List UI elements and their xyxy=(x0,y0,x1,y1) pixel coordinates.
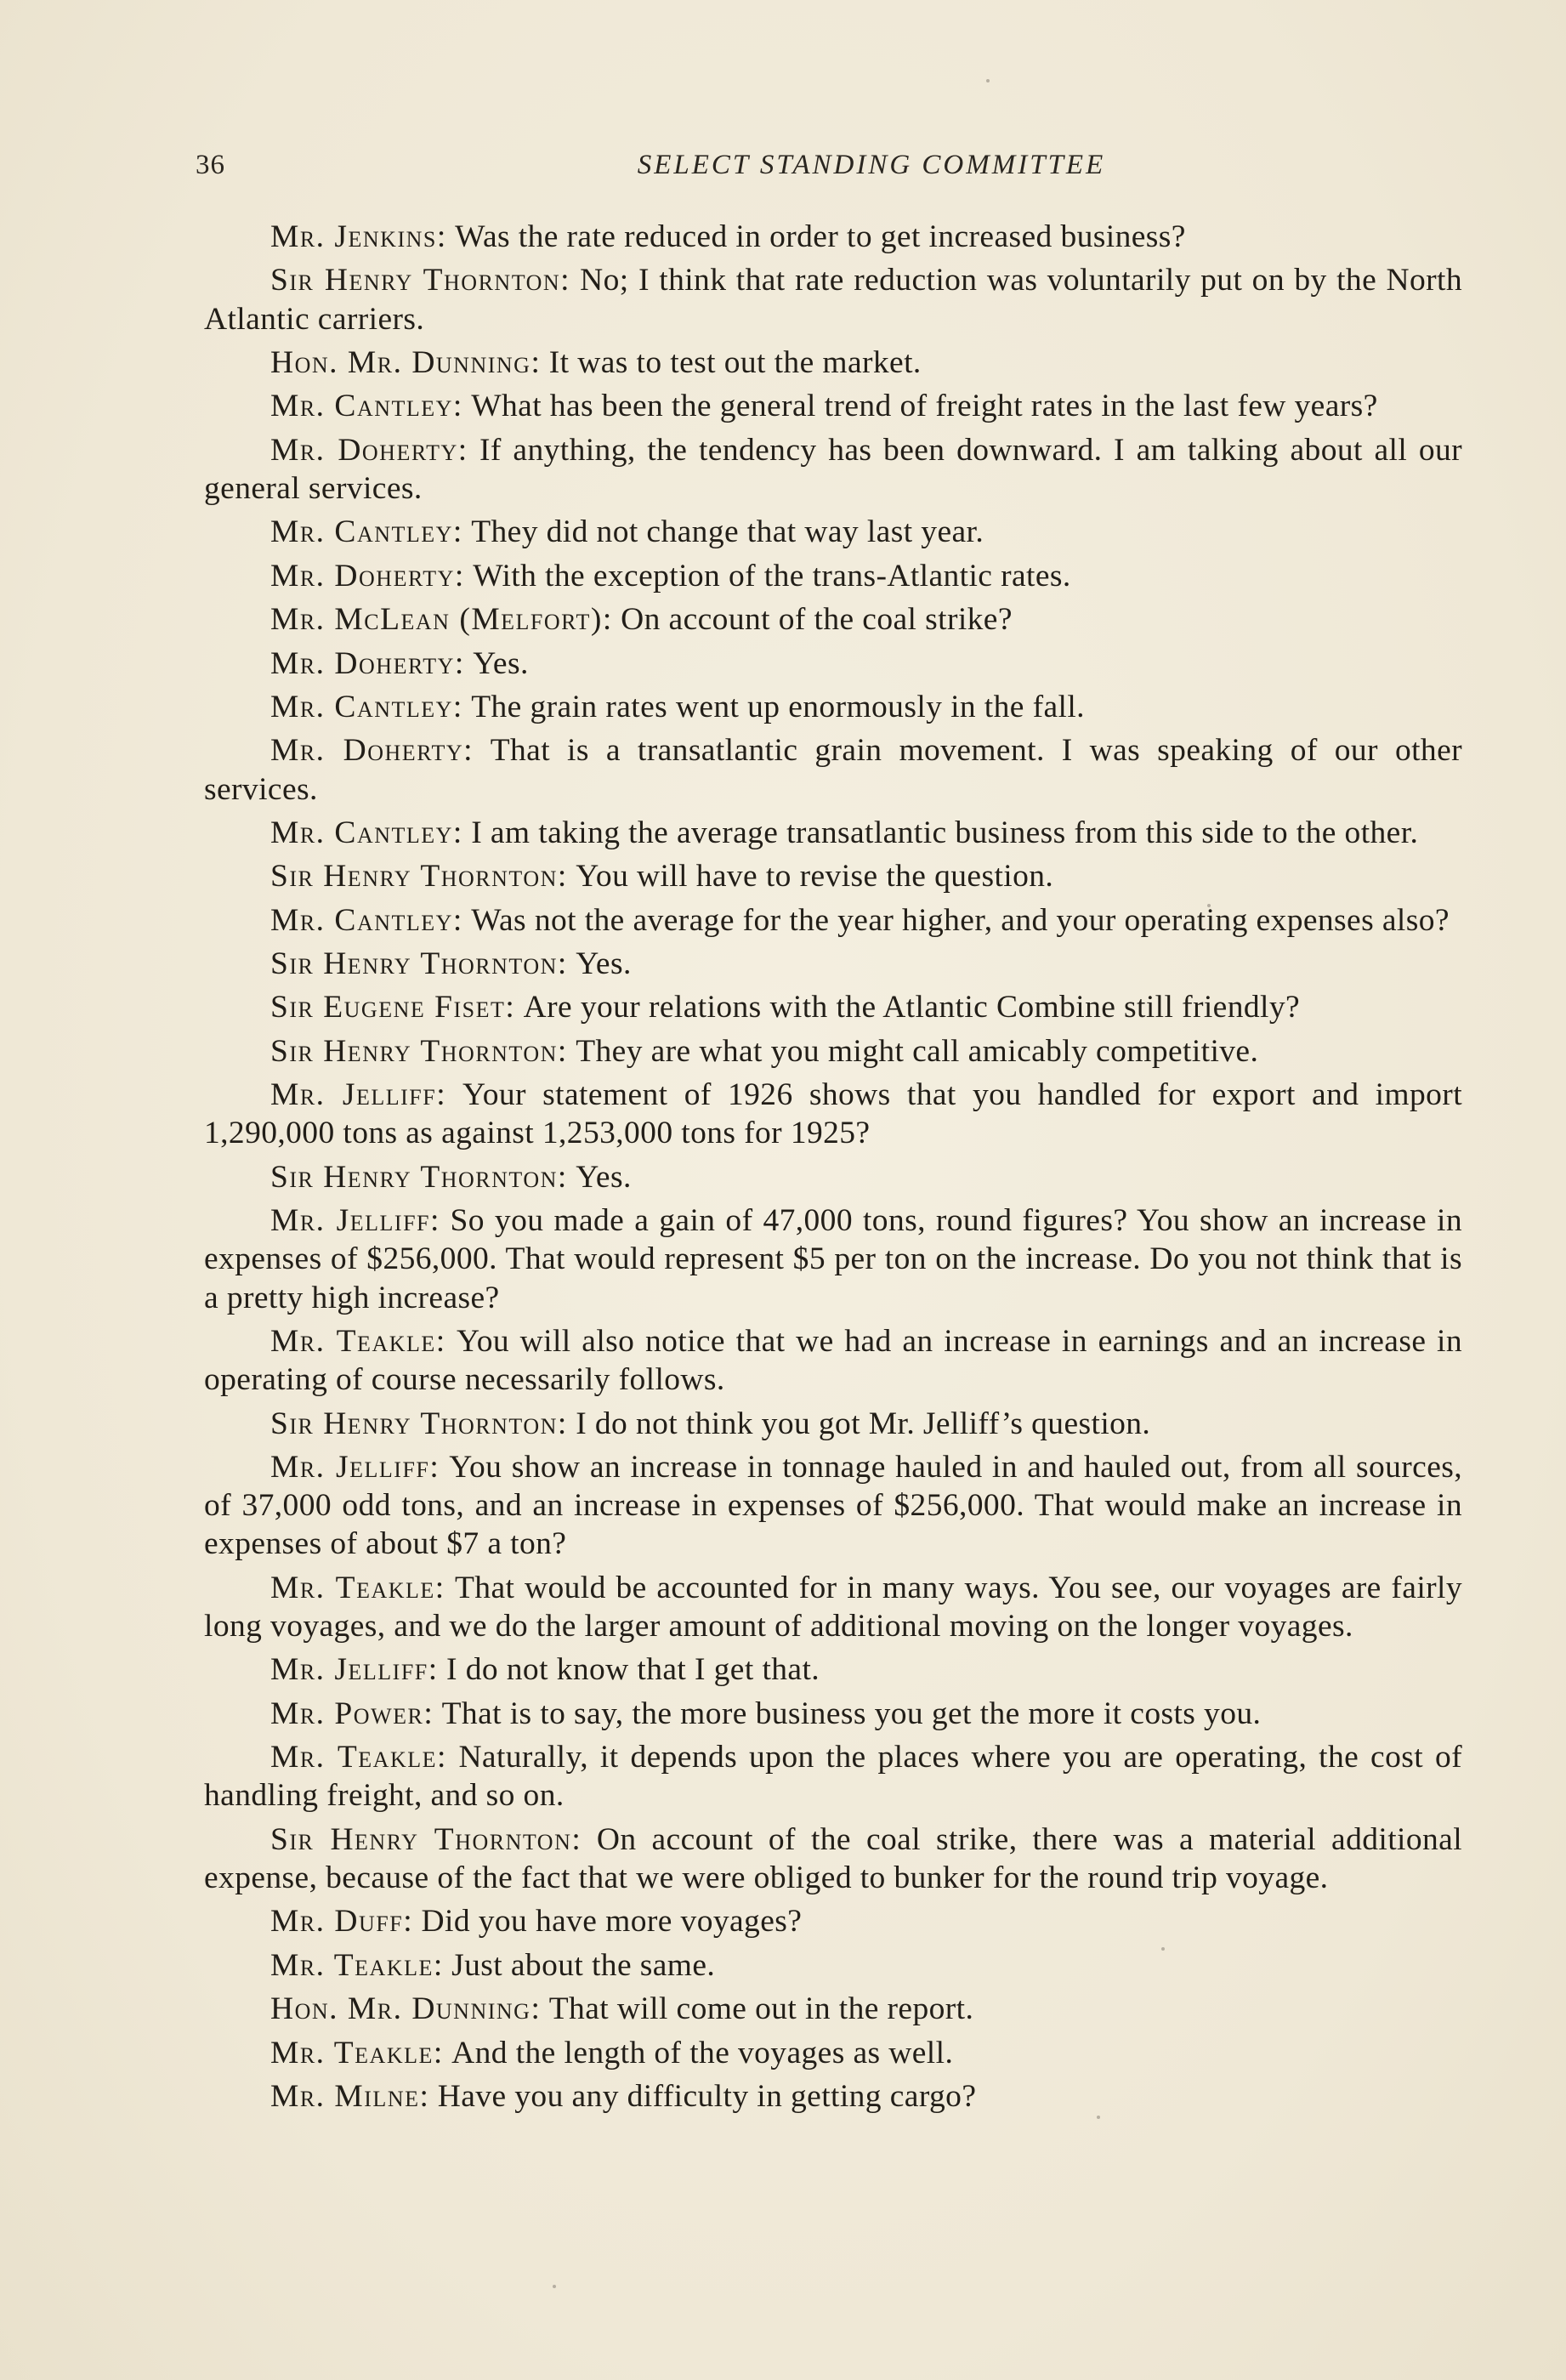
dialogue-paragraph xyxy=(204,1990,1462,2028)
dialogue-paragraph xyxy=(204,857,1462,895)
speech-text: I do not know that I get that. xyxy=(446,1652,820,1688)
speaker-name: Mr. Power: xyxy=(270,1696,434,1731)
speech-text: And the length of the voyages as well. xyxy=(451,2035,954,2070)
speech-text: On account of the coal strike, there was a material additional expense, because of the fact that we were obliged to bunker for the round trip voyage. xyxy=(204,1821,1463,1895)
speech-text: Was not the average for the year higher, and your operating expenses also? xyxy=(471,902,1450,938)
speaker-name: Mr. Cantley: xyxy=(270,815,463,850)
speaker-name: Mr. Cantley: xyxy=(270,389,463,424)
speech-text: Did you have more voyages? xyxy=(421,1904,803,1940)
dialogue-paragraph xyxy=(204,1158,1462,1196)
speaker-name: Mr. Jelliff: xyxy=(270,1077,447,1113)
speech-text: It was to test out the market. xyxy=(548,344,922,380)
speech-text: No; I think that rate reduction was voluntarily put on by the North Atlantic carriers. xyxy=(204,263,1463,337)
dialogue-paragraph xyxy=(204,688,1462,726)
speaker-name: Sir Henry Thornton: xyxy=(270,946,568,982)
speech-text: You show an increase in tonnage hauled in and hauled out, from all sources, of 37,000 odd tons, and an increase in expenses of $256,000. That would make an increase in expenses of about $7 a ton? xyxy=(204,1450,1463,1562)
speaker-name: Mr. Cantley: xyxy=(270,902,463,938)
speech-text: What has been the general trend of freight rates in the last few years? xyxy=(471,389,1378,424)
speech-text: Your statement of 1926 shows that you handled for export and import 1,290,000 tons as against 1,253,000 tons for 1925? xyxy=(204,1077,1463,1151)
speaker-name: Mr. Teakle: xyxy=(270,1740,447,1775)
dialogue-paragraph xyxy=(204,1569,1462,1645)
speaker-name: Mr. Cantley: xyxy=(270,689,463,724)
speaker-name: Mr. Teakle: xyxy=(270,2035,444,2070)
speech-text: Was the rate reduced in order to get increased business? xyxy=(455,219,1186,254)
speech-text: That is to say, the more business you get the more it costs you. xyxy=(441,1696,1262,1731)
dialogue-paragraph xyxy=(204,513,1462,551)
dialogue-paragraph xyxy=(204,2034,1462,2072)
speaker-name: Mr. Teakle: xyxy=(270,1570,445,1605)
speaker-name: Mr. Jelliff: xyxy=(270,1652,439,1688)
dialogue-paragraph xyxy=(204,1650,1462,1689)
speech-text: You will have to revise the question. xyxy=(576,859,1054,895)
dialogue-paragraph xyxy=(204,814,1462,852)
speaker-name: Mr. Cantley: xyxy=(270,514,463,550)
dialogue-paragraph xyxy=(204,1902,1462,1940)
dialogue-paragraph xyxy=(204,1695,1462,1733)
dialogue-paragraph xyxy=(204,1322,1462,1399)
running-head xyxy=(196,150,1454,192)
speech-text: That is a transatlantic grain movement. I was speaking of our other services. xyxy=(204,733,1463,807)
speaker-name: Mr. Doherty: xyxy=(270,733,474,769)
dialogue-paragraph xyxy=(204,1821,1462,1897)
dialogue-paragraph xyxy=(204,600,1462,639)
dialogue-paragraph xyxy=(204,218,1462,256)
dialogue-paragraph xyxy=(204,387,1462,425)
dialogue-paragraph xyxy=(204,1076,1462,1152)
dialogue-paragraph xyxy=(204,2077,1462,2116)
speaker-name: Mr. Milne: xyxy=(270,2078,430,2114)
speech-text: Naturally, it depends upon the places where you are operating, the cost of handling freight, and so on. xyxy=(204,1740,1463,1814)
speech-text: So you made a gain of 47,000 tons, round figures? You show an increase in expenses of $256,000. That would represent $5 per ton on the increase. Do you not think that is a pretty high increase? xyxy=(204,1203,1462,1315)
speaker-name: Sir Henry Thornton: xyxy=(270,263,571,298)
speech-text: The grain rates went up enormously in the fall. xyxy=(471,689,1085,724)
page-number: 36 xyxy=(196,150,225,180)
dialogue-paragraph xyxy=(204,901,1462,940)
speaker-name: Mr. Teakle: xyxy=(270,1324,446,1360)
dialogue-paragraph xyxy=(204,261,1462,338)
speaker-name: Sir Eugene Fiset: xyxy=(270,990,516,1025)
speaker-name: Mr. Jelliff: xyxy=(270,1450,440,1485)
speech-text: Just about the same. xyxy=(451,1947,716,1983)
speaker-name: Sir Henry Thornton: xyxy=(270,1033,568,1069)
dialogue-paragraph xyxy=(204,1405,1462,1443)
speech-text: Are your relations with the Atlantic Combine still friendly? xyxy=(523,990,1301,1025)
speaker-name: Mr. McLean (Melfort): xyxy=(270,602,613,638)
dialogue-paragraph xyxy=(204,1032,1462,1071)
dialogue-paragraph xyxy=(204,645,1462,683)
speech-text: You will also notice that we had an increase in earnings and an increase in operating of course necessarily follows. xyxy=(204,1324,1463,1398)
speech-text: I do not think you got Mr. Jelliff’s question. xyxy=(576,1406,1151,1441)
speaker-name: Hon. Mr. Dunning: xyxy=(270,1991,542,2027)
speech-text: Yes. xyxy=(576,946,632,982)
dialogue-paragraph xyxy=(204,431,1462,508)
paper-speck xyxy=(553,2285,556,2288)
speech-text: With the exception of the trans-Atlantic rates. xyxy=(473,558,1071,594)
speaker-name: Hon. Mr. Dunning: xyxy=(270,344,542,380)
speaker-name: Mr. Doherty: xyxy=(270,432,468,468)
running-head-title: SELECT STANDING COMMITTEE xyxy=(637,150,1106,180)
speech-text: Have you any difficulty in getting cargo? xyxy=(437,2078,977,2114)
speaker-name: Mr. Doherty: xyxy=(270,558,465,594)
dialogue-paragraph xyxy=(204,1201,1462,1317)
speaker-name: Mr. Jelliff: xyxy=(270,1203,440,1239)
speech-text: They are what you might call amicably competitive. xyxy=(576,1033,1259,1069)
transcript-body xyxy=(204,218,1462,2121)
dialogue-paragraph xyxy=(204,945,1462,983)
speaker-name: Sir Henry Thornton: xyxy=(270,1821,582,1857)
speech-text: That would be accounted for in many ways. You see, our voyages are fairly long voyages, and we do the larger amount of additional moving on the longer voyages. xyxy=(204,1570,1463,1644)
speaker-name: Mr. Teakle: xyxy=(270,1947,444,1983)
speaker-name: Sir Henry Thornton: xyxy=(270,1406,568,1441)
dialogue-paragraph xyxy=(204,557,1462,595)
speaker-name: Sir Henry Thornton: xyxy=(270,859,568,895)
speech-text: Yes. xyxy=(473,645,529,681)
speaker-name: Mr. Jenkins: xyxy=(270,219,447,254)
speech-text: On account of the coal strike? xyxy=(621,602,1013,638)
dialogue-paragraph xyxy=(204,344,1462,382)
dialogue-paragraph xyxy=(204,988,1462,1026)
speech-text: They did not change that way last year. xyxy=(471,514,984,550)
speech-text: Yes. xyxy=(576,1159,632,1195)
paper-speck xyxy=(986,79,990,82)
speech-text: I am taking the average transatlantic business from this side to the other. xyxy=(471,815,1419,850)
speech-text: That will come out in the report. xyxy=(548,1991,974,2027)
speaker-name: Sir Henry Thornton: xyxy=(270,1159,568,1195)
dialogue-paragraph xyxy=(204,731,1462,808)
dialogue-paragraph xyxy=(204,1738,1462,1815)
dialogue-paragraph xyxy=(204,1448,1462,1564)
speech-text: If anything, the tendency has been downward. I am talking about all our general services. xyxy=(204,432,1463,506)
speaker-name: Mr. Doherty: xyxy=(270,645,465,681)
dialogue-paragraph xyxy=(204,1946,1462,1985)
speaker-name: Mr. Duff: xyxy=(270,1904,414,1940)
